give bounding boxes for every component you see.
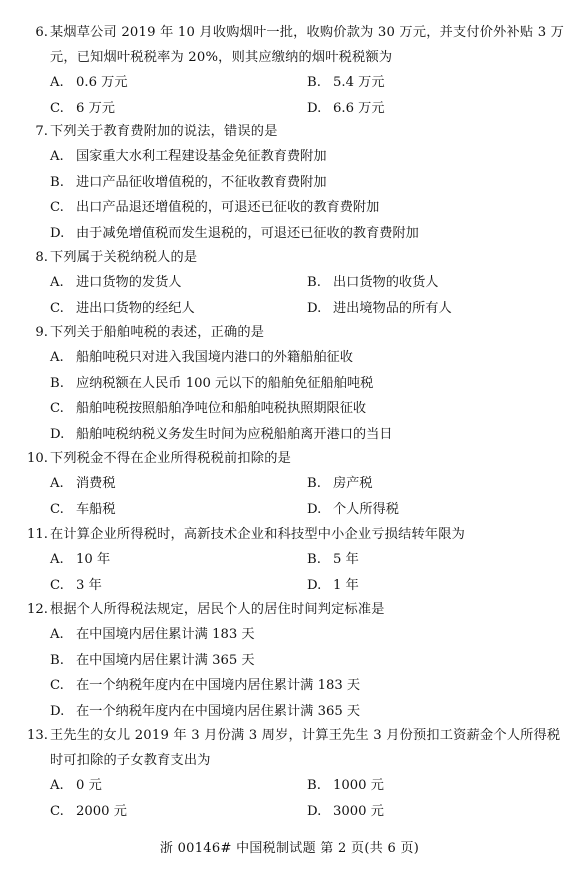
option-b: B. 应纳税额在人民币 100 元以下的船舶免征船舶吨税: [50, 375, 374, 391]
options: [50, 345, 565, 447]
question-number: 11.: [27, 527, 48, 542]
question-9: [20, 320, 565, 447]
options: [50, 471, 565, 522]
option-d: D. 3000 元: [307, 803, 384, 819]
question-number: 6.: [35, 25, 48, 40]
option-d: D. 船舶吨税纳税义务发生时间为应税船舶离开港口的当日: [50, 426, 393, 442]
option-c: C. 车船税: [50, 501, 116, 517]
option-b: B. 1000 元: [307, 778, 384, 793]
question-number: 8.: [35, 250, 48, 265]
question-text: 下列属于关税纳税人的是: [50, 250, 198, 265]
question-number: 13.: [27, 728, 48, 743]
question-text: 在计算企业所得税时，高新技术企业和科技型中小企业亏损结转年限为: [50, 527, 466, 542]
option-a: A. 10 年: [50, 552, 111, 567]
option-c: C. 出口产品退还增值税的，可退还已征收的教育费附加: [50, 200, 380, 215]
options: [50, 622, 565, 724]
options: [50, 70, 565, 121]
question-stem: [20, 522, 565, 547]
question-8: [20, 245, 565, 321]
question-stem: [20, 20, 565, 70]
option-d: D. 6.6 万元: [307, 100, 385, 116]
option-a: A. 消费税: [50, 476, 116, 491]
question-text: 下列关于教育费附加的说法，错误的是: [50, 124, 278, 139]
option-b: B. 进口产品征收增值税的，不征收教育费附加: [50, 174, 327, 190]
page-footer: 浙 00146# 中国税制试题 第 2 页(共 6 页): [159, 841, 420, 856]
question-number: 7.: [35, 124, 48, 139]
option-d: D. 1 年: [307, 577, 359, 593]
options: [50, 144, 565, 246]
question-number: 9.: [35, 325, 48, 340]
option-b: B. 5.4 万元: [307, 75, 385, 90]
option-d: D. 个人所得税: [307, 501, 399, 517]
option-c: C. 进出口货物的经纪人: [50, 300, 195, 316]
question-7: [20, 119, 565, 246]
option-c: C. 3 年: [50, 577, 102, 593]
question-13: [20, 723, 565, 824]
option-a: A. 进口货物的发货人: [50, 275, 182, 290]
question-12: [20, 597, 565, 724]
question-stem: [20, 446, 565, 471]
option-d: D. 由于减免增值税而发生退税的，可退还已征收的教育费附加: [50, 225, 419, 241]
option-a: A. 船舶吨税只对进入我国境内港口的外籍船舶征收: [50, 350, 353, 365]
option-d: D. 进出境物品的所有人: [307, 300, 452, 316]
option-c: C. 在一个纳税年度内在中国境内居住累计满 183 天: [50, 678, 361, 693]
question-stem: [20, 597, 565, 622]
question-6: [20, 20, 565, 121]
option-a: A. 0.6 万元: [50, 75, 128, 90]
options: [50, 773, 565, 824]
question-stem: [20, 723, 565, 773]
option-c: C. 6 万元: [50, 100, 115, 116]
option-b: B. 在中国境内居住累计满 365 天: [50, 652, 255, 668]
option-a: A. 在中国境内居住累计满 183 天: [50, 627, 255, 642]
option-a: A. 国家重大水利工程建设基金免征教育费附加: [50, 149, 327, 164]
question-text: 根据个人所得税法规定，居民个人的居住时间判定标准是: [50, 602, 385, 617]
option-b: B. 5 年: [307, 552, 359, 567]
question-11: [20, 522, 565, 598]
option-a: A. 0 元: [50, 778, 102, 793]
option-d: D. 在一个纳税年度内在中国境内居住累计满 365 天: [50, 703, 361, 719]
question-stem: [20, 245, 565, 270]
option-c: C. 船舶吨税按照船舶净吨位和船舶吨税执照期限征收: [50, 401, 367, 416]
option-b: B. 房产税: [307, 476, 373, 491]
question-number: 12.: [27, 602, 48, 617]
question-10: [20, 446, 565, 522]
question-text: 某烟草公司 2019 年 10 月收购烟叶一批，收购价款为 30 万元，并支付价外补贴 3 万元，已知烟叶税税率为 20%，则其应缴纳的烟叶税税额为: [50, 25, 565, 65]
question-text: 王先生的女儿 2019 年 3 月份满 3 周岁，计算王先生 3 月份预扣工资薪金个人所得税时可扣除的子女教育支出为: [50, 728, 561, 768]
option-c: C. 2000 元: [50, 803, 127, 819]
option-b: B. 出口货物的收货人: [307, 275, 439, 290]
question-stem: [20, 320, 565, 345]
question-number: 10.: [27, 451, 48, 466]
options: [50, 270, 565, 321]
question-stem: [20, 119, 565, 144]
question-text: 下列税金不得在企业所得税税前扣除的是: [50, 451, 291, 466]
question-text: 下列关于船舶吨税的表述，正确的是: [50, 325, 265, 340]
options: [50, 547, 565, 598]
